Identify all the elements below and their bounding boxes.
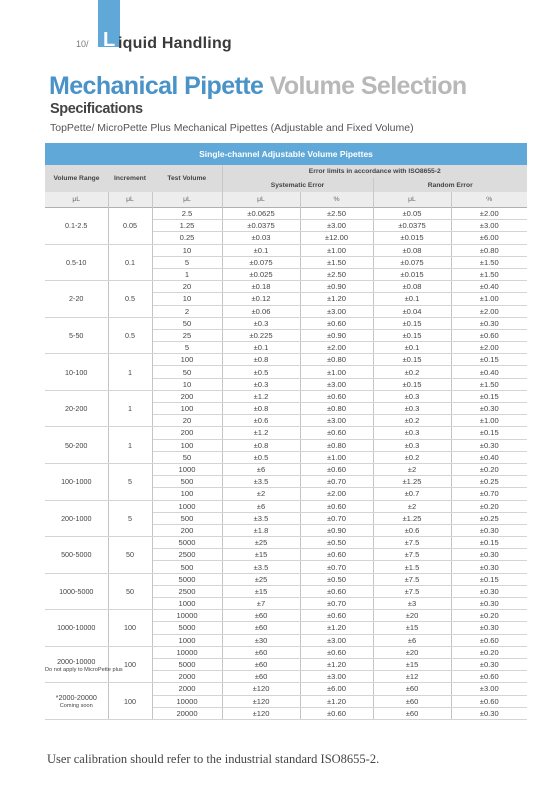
systematic-pct-cell: ±0.80 [300,439,373,451]
increment-cell: 50 [108,537,152,574]
random-ul-cell: ±7.5 [373,585,451,597]
table-row [45,317,527,329]
random-ul-cell: ±0.04 [373,305,451,317]
volume-range-label: 20-200 [65,404,88,414]
random-ul-cell: ±0.6 [373,524,451,536]
test-volume-cell: 1000 [152,634,222,646]
random-pct-cell: ±2.00 [451,305,527,317]
systematic-pct-cell: ±6.00 [300,683,373,695]
random-ul-cell: ±0.7 [373,488,451,500]
random-ul-cell: ±12 [373,671,451,683]
systematic-pct-cell: ±12.00 [300,232,373,244]
systematic-ul-cell: ±3.5 [222,561,300,573]
test-volume-cell: 100 [152,488,222,500]
test-volume-cell: 500 [152,476,222,488]
systematic-pct-cell: ±0.60 [300,427,373,439]
increment-cell: 0.5 [108,281,152,318]
systematic-ul-cell: ±0.12 [222,293,300,305]
volume-range-cell [45,500,108,537]
systematic-pct-cell: ±0.60 [300,707,373,719]
table-row [45,208,527,220]
systematic-ul-cell: ±2 [222,488,300,500]
test-volume-cell: 2500 [152,585,222,597]
systematic-pct-cell: ±3.00 [300,378,373,390]
test-volume-cell: 1000 [152,500,222,512]
test-volume-cell: 1000 [152,463,222,475]
unit-cell: μL [108,192,152,208]
test-volume-cell: 10000 [152,610,222,622]
systematic-pct-cell: ±0.60 [300,317,373,329]
test-volume-cell: 2500 [152,549,222,561]
table-row [45,244,527,256]
unit-cell: % [300,192,373,208]
random-pct-cell: ±0.30 [451,317,527,329]
col-random-error: Random Error [373,178,527,192]
systematic-pct-cell: ±3.00 [300,671,373,683]
test-volume-cell: 50 [152,366,222,378]
random-pct-cell: ±6.00 [451,232,527,244]
systematic-ul-cell: ±0.18 [222,281,300,293]
increment-cell: 5 [108,463,152,500]
increment-cell: 1 [108,427,152,464]
test-volume-cell: 10000 [152,695,222,707]
test-volume-cell: 10 [152,378,222,390]
systematic-ul-cell: ±7 [222,598,300,610]
random-ul-cell: ±0.2 [373,366,451,378]
systematic-ul-cell: ±60 [222,658,300,670]
volume-range-cell [45,683,108,720]
random-ul-cell: ±0.3 [373,390,451,402]
spec-table [45,143,527,720]
systematic-ul-cell: ±0.1 [222,244,300,256]
volume-range-label: 1000-5000 [59,586,94,596]
random-ul-cell: ±1.25 [373,512,451,524]
random-pct-cell: ±0.25 [451,476,527,488]
volume-range-label: 0.1-2.5 [65,221,88,231]
systematic-pct-cell: ±0.60 [300,390,373,402]
random-ul-cell: ±0.1 [373,342,451,354]
increment-cell: 100 [108,610,152,647]
systematic-ul-cell: ±6 [222,500,300,512]
random-pct-cell: ±0.80 [451,244,527,256]
increment-cell: 0.5 [108,317,152,354]
unit-cell: μL [45,192,108,208]
random-pct-cell: ±0.15 [451,573,527,585]
random-pct-cell: ±0.60 [451,634,527,646]
systematic-ul-cell: ±1.2 [222,427,300,439]
systematic-pct-cell: ±1.00 [300,451,373,463]
random-pct-cell: ±0.30 [451,439,527,451]
test-volume-cell: 1.25 [152,220,222,232]
title-part-2: Volume Selection [269,72,467,100]
random-pct-cell: ±0.30 [451,658,527,670]
random-ul-cell: ±20 [373,610,451,622]
increment-cell: 1 [108,354,152,391]
test-volume-cell: 10000 [152,646,222,658]
volume-range-label: 5-50 [69,330,84,340]
random-ul-cell: ±0.3 [373,403,451,415]
table-body [45,208,527,720]
volume-range-cell [45,610,108,647]
table-row [45,500,527,512]
random-ul-cell: ±60 [373,695,451,707]
test-volume-cell: 5000 [152,658,222,670]
random-ul-cell: ±7.5 [373,549,451,561]
test-volume-cell: 25 [152,329,222,341]
systematic-pct-cell: ±0.70 [300,476,373,488]
random-pct-cell: ±0.20 [451,463,527,475]
systematic-pct-cell: ±2.00 [300,342,373,354]
test-volume-cell: 20000 [152,707,222,719]
volume-range-note: Do not apply to MicroPette plus [45,666,123,673]
random-ul-cell: ±0.015 [373,268,451,280]
test-volume-cell: 5 [152,342,222,354]
random-ul-cell: ±0.1 [373,293,451,305]
volume-range-cell [45,354,108,391]
volume-range-note: Coming soon [59,703,93,710]
systematic-pct-cell: ±1.00 [300,366,373,378]
systematic-pct-cell: ±3.00 [300,220,373,232]
systematic-ul-cell: ±0.8 [222,403,300,415]
random-pct-cell: ±0.40 [451,451,527,463]
table-row [45,683,527,695]
systematic-ul-cell: ±0.8 [222,354,300,366]
systematic-pct-cell: ±3.00 [300,634,373,646]
table-row [45,610,527,622]
footer-note: User calibration should refer to the industrial standard ISO8655-2. [47,752,380,766]
random-pct-cell: ±0.20 [451,610,527,622]
volume-range-label: *2000-20000 [55,693,97,703]
volume-range-label: 0.5-10 [66,257,87,267]
systematic-pct-cell: ±0.60 [300,463,373,475]
random-pct-cell: ±3.00 [451,220,527,232]
random-ul-cell: ±1.5 [373,561,451,573]
test-volume-cell: 10 [152,244,222,256]
systematic-pct-cell: ±0.50 [300,537,373,549]
random-pct-cell: ±0.20 [451,646,527,658]
random-ul-cell: ±0.05 [373,208,451,220]
page-header [0,0,559,60]
increment-cell: 0.1 [108,244,152,281]
test-volume-cell: 2 [152,305,222,317]
volume-range-cell [45,573,108,610]
random-ul-cell: ±60 [373,683,451,695]
systematic-ul-cell: ±60 [222,610,300,622]
volume-range-cell [45,208,108,245]
systematic-ul-cell: ±0.0375 [222,220,300,232]
systematic-ul-cell: ±1.8 [222,524,300,536]
table-row [45,646,527,658]
systematic-ul-cell: ±120 [222,683,300,695]
systematic-ul-cell: ±0.8 [222,439,300,451]
random-ul-cell: ±7.5 [373,573,451,585]
increment-cell: 100 [108,683,152,720]
col-test-volume: Test Volume [152,165,222,192]
systematic-pct-cell: ±0.60 [300,500,373,512]
systematic-ul-cell: ±0.0625 [222,208,300,220]
table-row [45,427,527,439]
random-pct-cell: ±0.15 [451,427,527,439]
col-volume-range: Volume Range [45,165,108,192]
random-pct-cell: ±1.50 [451,256,527,268]
volume-range-cell [45,646,123,683]
random-ul-cell: ±0.3 [373,427,451,439]
random-pct-cell: ±0.15 [451,390,527,402]
increment-cell: 100 [108,646,152,683]
volume-range-cell [45,281,108,318]
table-row [45,573,527,585]
systematic-pct-cell: ±0.80 [300,354,373,366]
volume-range-cell [45,463,108,500]
test-volume-cell: 50 [152,317,222,329]
test-volume-cell: 10 [152,293,222,305]
systematic-pct-cell: ±0.90 [300,281,373,293]
page-number: 10/ [76,39,89,49]
systematic-pct-cell: ±2.50 [300,208,373,220]
volume-range-cell [45,390,108,427]
systematic-ul-cell: ±0.6 [222,415,300,427]
systematic-pct-cell: ±3.00 [300,415,373,427]
systematic-pct-cell: ±2.50 [300,268,373,280]
systematic-ul-cell: ±3.5 [222,512,300,524]
systematic-pct-cell: ±0.70 [300,561,373,573]
random-pct-cell: ±0.40 [451,366,527,378]
systematic-ul-cell: ±1.2 [222,390,300,402]
random-ul-cell: ±15 [373,658,451,670]
volume-range-label: 500-5000 [61,550,92,560]
volume-range-label: 2000-10000 [57,656,96,666]
random-ul-cell: ±2 [373,463,451,475]
systematic-ul-cell: ±0.03 [222,232,300,244]
systematic-pct-cell: ±1.20 [300,293,373,305]
volume-range-label: 100-1000 [61,477,92,487]
systematic-ul-cell: ±0.3 [222,378,300,390]
random-pct-cell: ±0.70 [451,488,527,500]
random-pct-cell: ±0.25 [451,512,527,524]
increment-cell: 5 [108,500,152,537]
systematic-ul-cell: ±0.5 [222,366,300,378]
unit-cell: μL [373,192,451,208]
random-pct-cell: ±1.50 [451,378,527,390]
random-ul-cell: ±60 [373,707,451,719]
test-volume-cell: 100 [152,403,222,415]
table-row [45,354,527,366]
systematic-pct-cell: ±0.70 [300,598,373,610]
table-banner: Single-channel Adjustable Volume Pipettes [45,143,527,165]
random-ul-cell: ±15 [373,622,451,634]
random-pct-cell: ±0.60 [451,329,527,341]
systematic-pct-cell: ±2.00 [300,488,373,500]
systematic-pct-cell: ±0.90 [300,329,373,341]
systematic-ul-cell: ±15 [222,549,300,561]
systematic-ul-cell: ±0.3 [222,317,300,329]
systematic-ul-cell: ±60 [222,646,300,658]
test-volume-cell: 500 [152,512,222,524]
volume-range-cell [45,317,108,354]
random-pct-cell: ±0.15 [451,537,527,549]
systematic-ul-cell: ±60 [222,671,300,683]
increment-cell: 50 [108,573,152,610]
random-pct-cell: ±0.30 [451,585,527,597]
random-pct-cell: ±0.30 [451,561,527,573]
col-increment: Increment [108,165,152,192]
systematic-pct-cell: ±1.20 [300,658,373,670]
random-pct-cell: ±1.00 [451,415,527,427]
random-pct-cell: ±1.50 [451,268,527,280]
systematic-pct-cell: ±1.50 [300,256,373,268]
volume-range-cell [45,537,108,574]
systematic-pct-cell: ±1.00 [300,244,373,256]
specifications-heading: Specifications [50,101,143,117]
col-systematic-error: Systematic Error [222,178,373,192]
systematic-pct-cell: ±0.60 [300,585,373,597]
systematic-ul-cell: ±0.5 [222,451,300,463]
random-pct-cell: ±2.00 [451,342,527,354]
volume-range-label: 10-100 [65,367,88,377]
systematic-pct-cell: ±0.80 [300,403,373,415]
random-pct-cell: ±0.30 [451,598,527,610]
systematic-ul-cell: ±15 [222,585,300,597]
systematic-pct-cell: ±1.20 [300,695,373,707]
random-ul-cell: ±20 [373,646,451,658]
volume-range-cell [45,427,108,464]
systematic-pct-cell: ±0.70 [300,512,373,524]
random-ul-cell: ±0.15 [373,329,451,341]
test-volume-cell: 50 [152,451,222,463]
systematic-pct-cell: ±1.20 [300,622,373,634]
random-ul-cell: ±2 [373,500,451,512]
random-pct-cell: ±0.20 [451,500,527,512]
random-ul-cell: ±0.15 [373,378,451,390]
test-volume-cell: 100 [152,439,222,451]
random-ul-cell: ±1.25 [373,476,451,488]
test-volume-cell: 100 [152,354,222,366]
random-pct-cell: ±0.30 [451,622,527,634]
test-volume-cell: 2000 [152,671,222,683]
table-row [45,463,527,475]
test-volume-cell: 2.5 [152,208,222,220]
random-ul-cell: ±0.15 [373,354,451,366]
volume-range-label: 1000-10000 [57,623,96,633]
random-ul-cell: ±0.08 [373,281,451,293]
random-ul-cell: ±7.5 [373,537,451,549]
test-volume-cell: 200 [152,390,222,402]
systematic-ul-cell: ±0.06 [222,305,300,317]
unit-cell: μL [152,192,222,208]
table-row [45,537,527,549]
increment-cell: 1 [108,390,152,427]
test-volume-cell: 20 [152,415,222,427]
random-ul-cell: ±0.0375 [373,220,451,232]
random-pct-cell: ±0.60 [451,671,527,683]
random-ul-cell: ±0.15 [373,317,451,329]
test-volume-cell: 5000 [152,537,222,549]
systematic-ul-cell: ±30 [222,634,300,646]
systematic-pct-cell: ±0.60 [300,549,373,561]
systematic-ul-cell: ±25 [222,573,300,585]
test-volume-cell: 1 [152,268,222,280]
random-pct-cell: ±0.30 [451,403,527,415]
test-volume-cell: 200 [152,427,222,439]
random-pct-cell: ±0.30 [451,549,527,561]
random-pct-cell: ±0.15 [451,354,527,366]
random-ul-cell: ±0.3 [373,439,451,451]
test-volume-cell: 5 [152,256,222,268]
test-volume-cell: 500 [152,561,222,573]
test-volume-cell: 5000 [152,573,222,585]
test-volume-cell: 1000 [152,598,222,610]
test-volume-cell: 2000 [152,683,222,695]
random-pct-cell: ±3.00 [451,683,527,695]
systematic-ul-cell: ±60 [222,622,300,634]
subtitle: TopPette/ MicroPette Plus Mechanical Pipettes (Adjustable and Fixed Volume) [50,122,414,134]
volume-range-label: 50-200 [65,440,88,450]
volume-range-cell [45,244,108,281]
systematic-ul-cell: ±0.225 [222,329,300,341]
section-title: iquid Handling [118,35,232,52]
unit-cell: % [451,192,527,208]
systematic-ul-cell: ±120 [222,707,300,719]
random-pct-cell: ±0.60 [451,695,527,707]
test-volume-cell: 200 [152,524,222,536]
systematic-pct-cell: ±0.90 [300,524,373,536]
random-pct-cell: ±0.30 [451,707,527,719]
systematic-ul-cell: ±6 [222,463,300,475]
systematic-pct-cell: ±3.00 [300,305,373,317]
systematic-pct-cell: ±0.50 [300,573,373,585]
test-volume-cell: 0.25 [152,232,222,244]
page-title [49,72,467,101]
random-ul-cell: ±6 [373,634,451,646]
systematic-ul-cell: ±3.5 [222,476,300,488]
table-row [45,390,527,402]
random-ul-cell: ±3 [373,598,451,610]
increment-cell: 0.05 [108,208,152,245]
random-pct-cell: ±0.40 [451,281,527,293]
title-part-1: Mechanical Pipette [49,72,264,100]
volume-range-label: 2-20 [69,294,84,304]
random-ul-cell: ±0.2 [373,415,451,427]
volume-range-label: 200-1000 [61,513,92,523]
random-ul-cell: ±0.08 [373,244,451,256]
random-ul-cell: ±0.015 [373,232,451,244]
table-row [45,281,527,293]
systematic-pct-cell: ±0.60 [300,646,373,658]
systematic-ul-cell: ±25 [222,537,300,549]
test-volume-cell: 20 [152,281,222,293]
random-pct-cell: ±2.00 [451,208,527,220]
test-volume-cell: 5000 [152,622,222,634]
systematic-ul-cell: ±0.025 [222,268,300,280]
systematic-pct-cell: ±0.60 [300,610,373,622]
col-error-limits: Error limits in accordance with ISO8655-2 [222,165,527,178]
section-initial: L [103,29,116,51]
systematic-ul-cell: ±0.1 [222,342,300,354]
random-ul-cell: ±0.075 [373,256,451,268]
systematic-ul-cell: ±0.075 [222,256,300,268]
systematic-ul-cell: ±120 [222,695,300,707]
unit-cell: μL [222,192,300,208]
random-pct-cell: ±1.00 [451,293,527,305]
random-ul-cell: ±0.2 [373,451,451,463]
random-pct-cell: ±0.30 [451,524,527,536]
